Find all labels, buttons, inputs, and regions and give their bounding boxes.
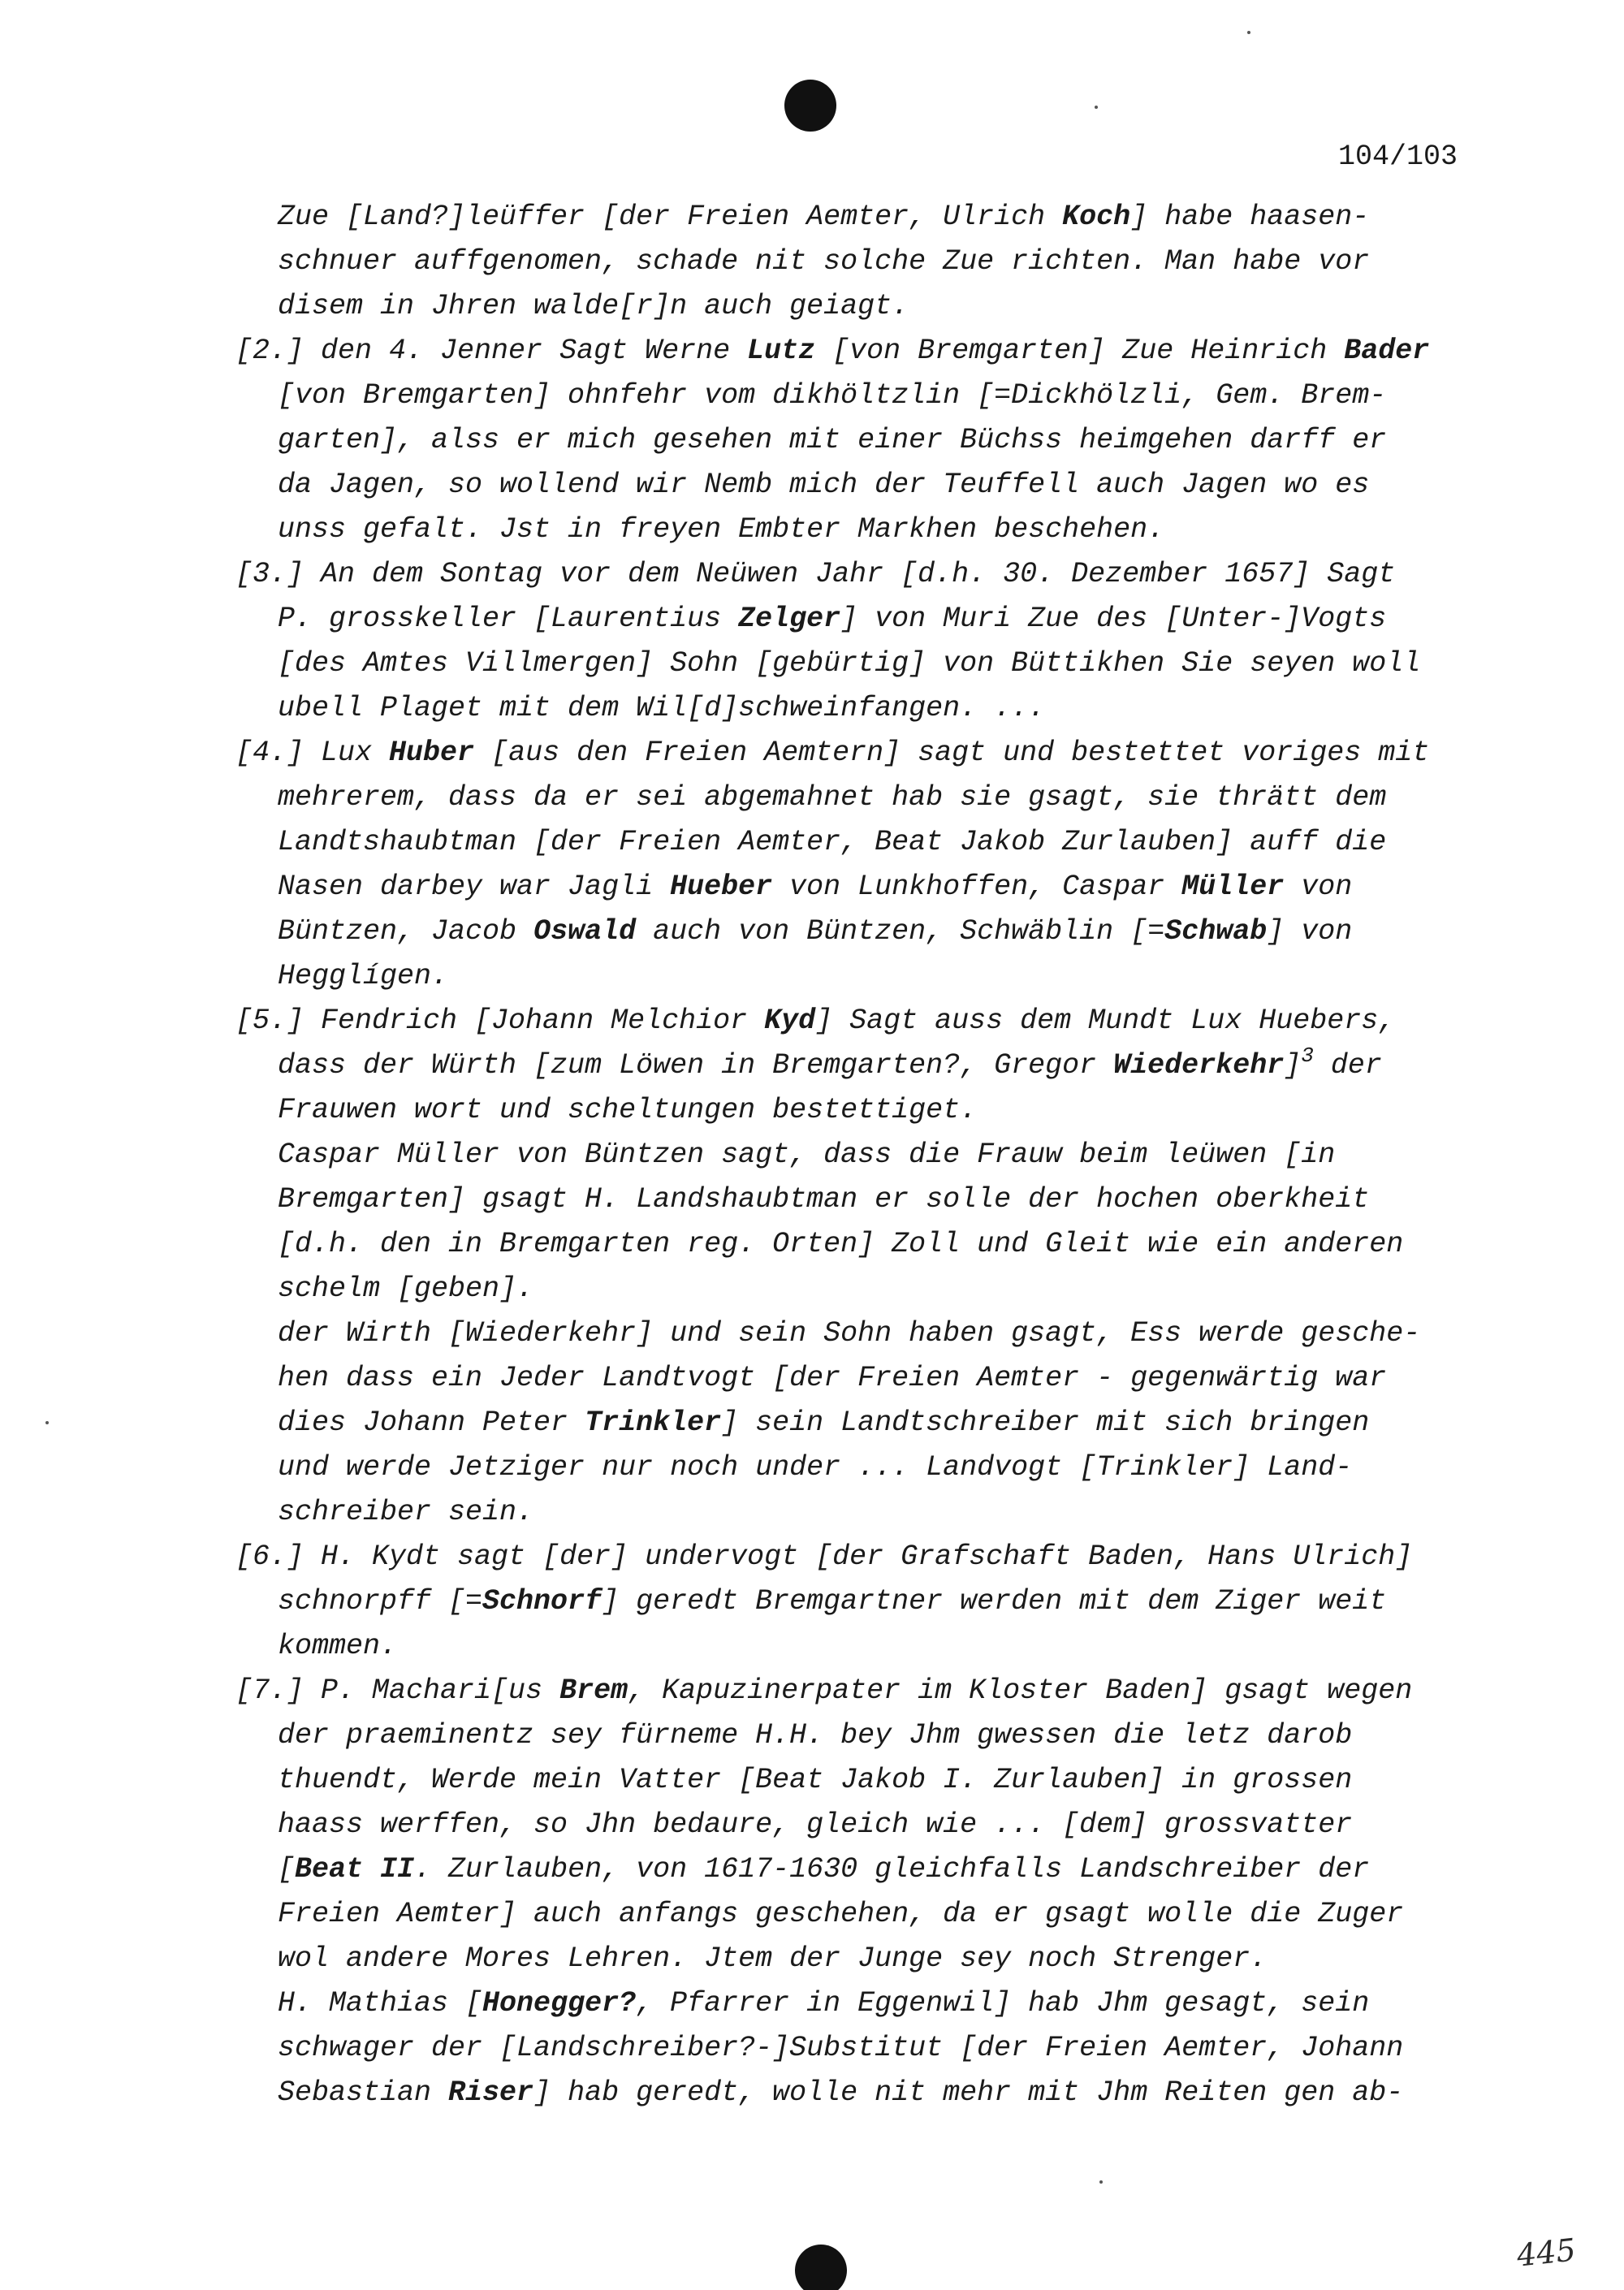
text-run: Zue [Land?]leüffer [der Freien Aemter, Ulrich [278, 201, 1063, 233]
text-run: von [1284, 871, 1353, 903]
bold-name: Beat II [295, 1853, 415, 1886]
text-run: dass der Würth [zum Löwen in Bremgarten?, Gregor [278, 1049, 1114, 1082]
bold-name: Schwab [1164, 915, 1268, 948]
text-run: [des Amtes Villmergen] Sohn [gebürtig] von Büttikhen Sie seyen woll [278, 647, 1421, 680]
page-number: 104/103 [1338, 140, 1458, 173]
text-run: ] Sagt auss dem Mundt Lux Huebers, [815, 1005, 1396, 1037]
bold-name: Hueber [670, 871, 773, 903]
text-line [235, 1579, 1502, 1624]
bold-name: Koch [1062, 201, 1131, 233]
text-line [235, 1847, 1502, 1892]
bold-name: Riser [448, 2076, 534, 2109]
text-run: [von Bremgarten] Zue Heinrich [815, 335, 1345, 367]
text-run: Landtshaubtman [der Freien Aemter, Beat Jakob Zurlauben] auff die [278, 826, 1387, 858]
text-line [235, 1669, 1502, 1713]
text-run: [7.] P. Machari[us [235, 1674, 560, 1707]
text-run: [5.] Fendrich [Johann Melchior [235, 1005, 765, 1037]
text-line [235, 1088, 1502, 1133]
text-run: P. grosskeller [Laurentius [278, 603, 739, 635]
bold-name: Oswald [533, 915, 637, 948]
text-run: ubell Plaget mit dem Wil[d]schweinfangen. ... [278, 692, 1046, 724]
text-line [235, 865, 1502, 910]
text-run: dies Johann Peter [278, 1406, 585, 1439]
text-run: von Lunkhoffen, Caspar [772, 871, 1182, 903]
text-run: der [1313, 1049, 1382, 1082]
text-run: H. Mathias [ [278, 1987, 483, 2020]
text-run: [von Bremgarten] ohnfehr vom dikhöltzlin [=Dickhölzli, Gem. Brem- [278, 379, 1387, 412]
text-run: Büntzen, Jacob [278, 915, 534, 948]
text-run: der Wirth [Wiederkehr] und sein Sohn haben gsagt, Ess werde gesche- [278, 1317, 1421, 1350]
text-line [235, 1133, 1502, 1177]
text-line [235, 1222, 1502, 1267]
bold-name: Huber [389, 737, 475, 769]
text-run: mehrerem, dass da er sei abgemahnet hab sie gsagt, sie thrätt dem [278, 781, 1387, 814]
text-run: [ [278, 1853, 296, 1886]
text-run: ] hab geredt, wolle nit mehr mit Jhm Reiten gen ab- [533, 2076, 1404, 2109]
text-line [235, 1401, 1502, 1445]
text-line [235, 731, 1502, 776]
scan-speck [45, 1421, 49, 1424]
punch-hole-bottom [795, 2245, 847, 2290]
text-line [235, 597, 1502, 642]
text-run: , Pfarrer in Eggenwil] hab Jhm gesagt, sein [636, 1987, 1370, 2020]
text-line [235, 329, 1502, 374]
text-run: [d.h. den in Bremgarten reg. Orten] Zoll und Gleit wie ein anderen [278, 1228, 1404, 1260]
text-run: . Zurlauben, von 1617-1630 gleichfalls Landschreiber der [414, 1853, 1370, 1886]
text-line [235, 2026, 1502, 2071]
text-run: ] sein Landtschreiber mit sich bringen [721, 1406, 1370, 1439]
text-run: der praeminentz sey fürneme H.H. bey Jhm gwessen die letz darob [278, 1719, 1353, 1752]
scan-speck [1247, 31, 1250, 34]
text-run: [2.] den 4. Jenner Sagt Werne [235, 335, 748, 367]
text-run: Frauwen wort und scheltungen bestettiget. [278, 1094, 978, 1126]
text-line [235, 463, 1502, 508]
text-line [235, 1043, 1502, 1088]
text-line [235, 1267, 1502, 1311]
transcription-body [235, 195, 1502, 2115]
text-line [235, 374, 1502, 418]
text-line [235, 552, 1502, 597]
text-run: kommen. [278, 1630, 398, 1662]
bold-name: Zelger [738, 603, 841, 635]
text-run: disem in Jhren walde[r]n auch geiagt. [278, 290, 909, 322]
text-run: Hegglígen. [278, 960, 449, 992]
text-line [235, 999, 1502, 1043]
text-run: thuendt, Werde mein Vatter [Beat Jakob I. Zurlauben] in grossen [278, 1764, 1353, 1796]
text-run: schwager der [Landschreiber?-]Substitut [der Freien Aemter, Johann [278, 2032, 1404, 2064]
text-run: schreiber sein. [278, 1496, 534, 1528]
text-line [235, 1445, 1502, 1490]
text-run: Nasen darbey war Jagli [278, 871, 671, 903]
text-run: [3.] An dem Sontag vor dem Neüwen Jahr [d.h. 30. Dezember 1657] Sagt [235, 558, 1396, 590]
text-line [235, 1981, 1502, 2026]
footnote-marker: 3 [1301, 1043, 1314, 1068]
bold-name: Bader [1344, 335, 1430, 367]
text-line [235, 508, 1502, 552]
text-line [235, 1713, 1502, 1758]
text-line [235, 1892, 1502, 1937]
text-run: Caspar Müller von Büntzen sagt, dass die Frauw beim leüwen [in [278, 1139, 1336, 1171]
text-line [235, 776, 1502, 820]
text-run: Sebastian [278, 2076, 449, 2109]
text-line [235, 910, 1502, 954]
text-line [235, 1803, 1502, 1847]
bold-name: Brem [559, 1674, 628, 1707]
text-run: ] [1284, 1049, 1302, 1082]
text-run: ] geredt Bremgartner werden mit dem Ziger weit [602, 1585, 1387, 1618]
bold-name: Wiederkehr [1113, 1049, 1285, 1082]
text-line [235, 820, 1502, 865]
text-run: , Kapuzinerpater im Kloster Baden] gsagt wegen [628, 1674, 1413, 1707]
text-run: [4.] Lux [235, 737, 390, 769]
text-line [235, 1356, 1502, 1401]
text-run: [aus den Freien Aemtern] sagt und bestettet voriges mit [474, 737, 1430, 769]
text-run: ] von [1267, 915, 1353, 948]
text-line [235, 1758, 1502, 1803]
text-line [235, 240, 1502, 284]
text-line [235, 2071, 1502, 2115]
text-run: auch von Büntzen, Schwäblin [= [636, 915, 1165, 948]
text-run: [6.] H. Kydt sagt [der] undervogt [der Grafschaft Baden, Hans Ulrich] [235, 1540, 1413, 1573]
text-run: hen dass ein Jeder Landtvogt [der Freien Aemter - gegenwärtig war [278, 1362, 1387, 1394]
text-run: schnuer auffgenomen, schade nit solche Zue richten. Man habe vor [278, 245, 1370, 278]
text-run: da Jagen, so wollend wir Nemb mich der Teuffell auch Jagen wo es [278, 469, 1370, 501]
text-line [235, 1490, 1502, 1535]
text-line [235, 1937, 1502, 1981]
bold-name: Trinkler [585, 1406, 722, 1439]
text-run: haass werffen, so Jhn bedaure, gleich wie ... [dem] grossvatter [278, 1808, 1353, 1841]
scan-speck [1099, 2180, 1103, 2184]
punch-hole-top [784, 80, 836, 132]
text-run: wol andere Mores Lehren. Jtem der Junge sey noch Strenger. [278, 1942, 1268, 1975]
text-line [235, 284, 1502, 329]
text-run: Freien Aemter] auch anfangs geschehen, da er gsagt wolle die Zuger [278, 1898, 1404, 1930]
text-run: garten], alss er mich gesehen mit einer Büchss heimgehen darff er [278, 424, 1387, 456]
text-line [235, 1624, 1502, 1669]
text-line [235, 954, 1502, 999]
bold-name: Honegger? [482, 1987, 637, 2020]
scan-speck [1095, 106, 1098, 109]
text-run: Bremgarten] gsagt H. Landshaubtman er solle der hochen oberkheit [278, 1183, 1370, 1216]
handwritten-page-note: 445 [1514, 2232, 1578, 2274]
text-line [235, 1177, 1502, 1222]
text-run: ] von Muri Zue des [Unter-]Vogts [840, 603, 1387, 635]
bold-name: Müller [1181, 871, 1285, 903]
text-line [235, 418, 1502, 463]
text-line [235, 686, 1502, 731]
text-run: und werde Jetziger nur noch under ... Landvogt [Trinkler] Land- [278, 1451, 1353, 1484]
bold-name: Kyd [764, 1005, 816, 1037]
text-line [235, 1535, 1502, 1579]
text-run: schnorpff [= [278, 1585, 483, 1618]
bold-name: Lutz [747, 335, 816, 367]
text-line [235, 195, 1502, 240]
text-line [235, 642, 1502, 686]
text-run: ] habe haasen- [1130, 201, 1370, 233]
text-line [235, 1311, 1502, 1356]
text-run: unss gefalt. Jst in freyen Embter Markhen beschehen. [278, 513, 1165, 546]
bold-name: Schnorf [482, 1585, 603, 1618]
text-run: schelm [geben]. [278, 1272, 534, 1305]
